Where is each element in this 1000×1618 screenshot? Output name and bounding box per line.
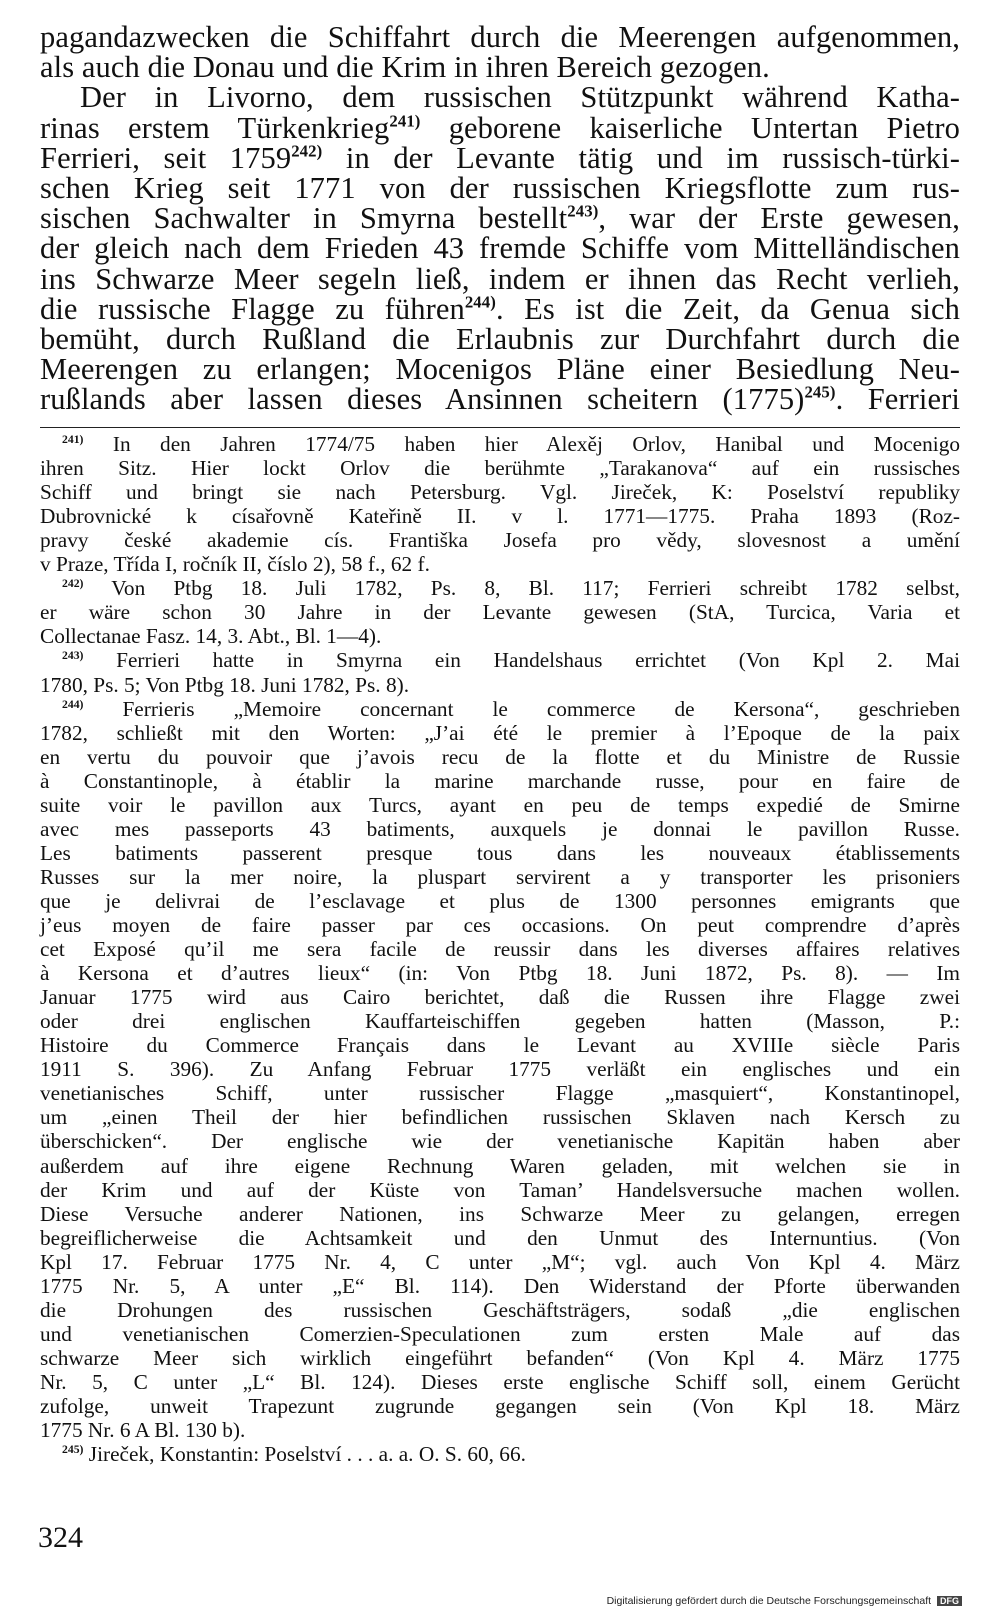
footnote-line <box>40 961 960 985</box>
footnote-line <box>40 745 960 769</box>
text-run: in der Levante tätig und im russisch-türki- <box>322 140 960 175</box>
body-text-line <box>40 382 960 417</box>
footnote-line <box>40 793 960 817</box>
footnote-marker: 241) <box>62 432 84 446</box>
text-run: 1911 S. 396). Zu Anfang Februar 1775 verläßt ein englisches und ein <box>40 1057 960 1082</box>
text-run: 1782, schließt mit den Worten: „J’ai été le premier à l’Epoque de la paix <box>40 720 960 745</box>
footnote-line <box>40 1033 960 1057</box>
text-run: j’eus moyen de faire passer par ces occasions. On peut comprendre d’après <box>40 913 960 937</box>
footnote-line <box>62 432 960 456</box>
footnote-line <box>40 1298 960 1322</box>
text-run: oder drei englischen Kauffarteischiffen gegeben hatten (Masson, P.: <box>40 1009 960 1034</box>
footnote-line <box>40 1129 960 1153</box>
digitization-credit <box>607 1595 962 1607</box>
text-run: schen Krieg seit 1771 von der russischen Kriegsflotte zum rus- <box>40 171 960 205</box>
footnote-line <box>40 1057 960 1081</box>
footnote-line <box>40 1370 960 1394</box>
text-run: Von Ptbg 18. Juli 1782, Ps. 8, Bl. 117; Ferrieri schreibt 1782 selbst, <box>83 576 960 601</box>
footnote-line <box>40 552 960 576</box>
body-text-line <box>40 352 960 387</box>
text-run: die russische Flagge zu führen <box>40 291 465 326</box>
footnote-line <box>40 1274 960 1298</box>
footnote-line <box>62 648 960 672</box>
text-run: en vertu du pouvoir que j’avois recu de la flotte et du Ministre de Russie <box>40 744 960 769</box>
footnote-line <box>40 480 960 504</box>
text-run: überschicken“. Der englische wie der venetianische Kapitän haben aber <box>40 1129 960 1154</box>
text-run: Schiff und bringt sie nach Petersburg. Vgl. Jireček, K: Poselství republiky <box>40 480 960 505</box>
body-text-line <box>40 324 960 354</box>
text-run: Nr. 5, C unter „L“ Bl. 124). Dieses erste englische Schiff soll, einem Gerücht <box>40 1369 960 1394</box>
text-run: Diese Versuche anderer Nationen, ins Schwarze Meer zu gelangen, erregen <box>40 1201 960 1226</box>
text-run: Kpl 17. Februar 1775 Nr. 4, C unter „M“; vgl. auch Von Kpl 4. März <box>40 1249 960 1274</box>
text-run: um „einen Theil der hier befindlichen russischen Sklaven nach Kersch zu <box>40 1105 960 1130</box>
footnote-line <box>40 1105 960 1129</box>
footnote-line <box>40 1226 960 1250</box>
text-run: ins Schwarze Meer segeln ließ, indem er ihnen das Recht verlieh, <box>40 261 960 296</box>
footnote-line <box>40 1322 960 1346</box>
text-run: Januar 1775 wird aus Cairo berichtet, daß die Russen ihre Flagge zwei <box>40 985 960 1010</box>
footnote-marker: 242) <box>62 577 84 591</box>
footnote-line <box>40 985 960 1009</box>
text-run: geborene kaiserliche Untertan Pietro <box>420 110 960 145</box>
text-run: , war der Erste gewesen, <box>598 201 960 236</box>
body-text-line <box>40 231 960 266</box>
text-run: cet Exposé qu’il me sera facile de reussir dans les diverses affaires relatives <box>40 937 960 962</box>
footnote-line <box>40 528 960 552</box>
text-run: In den Jahren 1774/75 haben hier Alexěj Orlov, Hanibal und Mocenigo <box>83 432 960 456</box>
text-run: Les batiments passerent presque tous dans les nouveaux établissements <box>40 840 960 865</box>
text-run: à Constantinople, à établir la marine marchande russe, pour en faire de <box>40 768 960 793</box>
text-run: die Drohungen des russischen Geschäftsträgers, sodaß „die englischen <box>40 1297 960 1322</box>
text-run: rußlands aber lassen dieses Ansinnen scheitern (1775) <box>40 382 805 417</box>
footnote-line <box>40 1081 960 1105</box>
text-run: Ferrieri, seit 1759 <box>40 140 292 175</box>
text-run: pravy české akademie cís. Františka Josefa pro vědy, slovesnost a umění <box>40 528 960 553</box>
text-run: 1780, Ps. 5; Von Ptbg 18. Juni 1782, Ps. 8). <box>40 672 410 697</box>
text-run: Meerengen zu erlangen; Mocenigos Pläne einer Besiedlung Neu- <box>40 352 960 387</box>
text-run: Histoire du Commerce Français dans le Levant au XVIIIe siècle Paris <box>40 1033 960 1058</box>
text-run: à Kersona et d’autres lieux“ (in: Von Ptbg 18. Juni 1872, Ps. 8). — Im <box>40 961 960 986</box>
footnote-line <box>40 913 960 937</box>
text-run: sischen Sachwalter in Smyrna bestellt <box>40 201 568 236</box>
footnote-line <box>40 456 960 480</box>
footnote-marker: 243) <box>62 649 84 663</box>
footnote-marker: 244) <box>62 697 84 711</box>
body-text-line <box>80 80 960 115</box>
footnote-line <box>40 721 960 745</box>
text-run: avec mes passeports 43 batiments, auxquels je donnai le pavillon Russe. <box>40 816 960 841</box>
text-run: . Es ist die Zeit, da Genua sich <box>495 291 960 326</box>
digitization-credit-text: Digitalisierung gefördert durch die Deutsche Forschungsgemeinschaft <box>606 1595 932 1607</box>
footnote-line <box>40 841 960 865</box>
body-text-line <box>40 173 960 203</box>
footnote-line <box>40 1394 960 1418</box>
text-run: Russes sur la mer noire, la pluspart servirent a y transporter les prisoniers <box>40 864 960 889</box>
footnote-line <box>62 697 960 721</box>
text-run: suite voir le pavillon aux Turcs, ayant en peu de temps expedié de Smirne <box>40 792 960 817</box>
footnote-marker: 241) <box>389 110 421 130</box>
footnote-line <box>40 937 960 961</box>
text-run: schwarze Meer sich wirklich eingeführt befanden“ (Von Kpl 4. März 1775 <box>40 1345 960 1370</box>
footnote-line <box>62 1442 960 1466</box>
text-run: 1775 Nr. 5, A unter „E“ Bl. 114). Den Widerstand der Pforte überwanden <box>40 1273 960 1298</box>
dfg-logo: DFG <box>937 1596 962 1606</box>
body-text-line <box>40 291 960 326</box>
text-run: zufolge, unweit Trapezunt zugrunde gegangen sein (Von Kpl 18. März <box>40 1394 960 1418</box>
footnote-separator-rule <box>40 427 960 428</box>
footnote-line <box>40 673 960 697</box>
footnote-line <box>40 504 960 528</box>
text-run: rinas erstem Türkenkrieg <box>40 110 390 145</box>
text-run: der gleich nach dem Frieden 43 fremde Schiffe vom Mittelländischen <box>40 231 960 266</box>
footnote-line <box>40 865 960 889</box>
footnote-line <box>40 1250 960 1274</box>
footnote-marker: 242) <box>291 141 323 161</box>
text-run: pagandazwecken die Schiffahrt durch die Meerengen aufgenommen, <box>40 20 960 54</box>
footnote-line <box>40 1009 960 1033</box>
text-run: er wäre schon 30 Jahre in der Levante gewesen (StA, Turcica, Varia et <box>40 600 960 625</box>
text-run: als auch die Donau und die Krim in ihren Bereich gezogen. <box>40 50 770 85</box>
footnote-line <box>40 889 960 913</box>
body-text-line <box>40 201 960 236</box>
text-run: außerdem auf ihre eigene Rechnung Waren geladen, mit welchen sie in <box>40 1153 960 1178</box>
text-run: begreiflicherweise die Achtsamkeit und den Unmut des Internuntius. (Von <box>40 1225 960 1250</box>
text-run: und venetianischen Comerzien-Speculationen zum ersten Male auf das <box>40 1321 960 1346</box>
footnote-line <box>40 600 960 624</box>
footnote-line <box>40 624 960 648</box>
text-run: que je delivrai de l’esclavage et plus de 1300 personnes emigrants que <box>40 888 960 913</box>
text-run: . Ferrieri <box>835 382 960 417</box>
text-run: ihren Sitz. Hier lockt Orlov die berühmte „Tarakanova“ auf ein russisches <box>40 456 960 481</box>
text-run: Collectanae Fasz. 14, 3. Abt., Bl. 1—4). <box>40 624 382 649</box>
text-run: Ferrieri hatte in Smyrna ein Handelshaus errichtet (Von Kpl 2. Mai <box>83 648 960 673</box>
footnote-line <box>40 1202 960 1226</box>
text-run: v Praze, Třída I, ročník II, číslo 2), 58 f., 62 f. <box>40 552 430 577</box>
text-run: Ferrieris „Memoire concernant le commerce de Kersona“, geschrieben <box>83 696 960 721</box>
body-text-line <box>40 50 960 85</box>
body-text-line <box>40 140 960 175</box>
footnote-line <box>40 1346 960 1370</box>
footnote-line <box>40 1178 960 1202</box>
footnote-line <box>40 1418 960 1442</box>
footnote-marker: 245) <box>62 1442 84 1456</box>
footnote-marker: 245) <box>804 382 836 402</box>
text-run: Jireček, Konstantin: Poselství . . . a. a. O. S. 60, 66. <box>83 1442 526 1467</box>
text-run: 1775 Nr. 6 A Bl. 130 b). <box>40 1418 246 1443</box>
footnote-marker: 244) <box>464 292 496 312</box>
text-run: Der in Livorno, dem russischen Stützpunkt während Katha- <box>80 80 960 115</box>
text-run: Dubrovnické k císařovně Kateřině II. v l. 1771—1775. Praha 1893 (Roz- <box>40 504 960 529</box>
text-run: venetianisches Schiff, unter russischer Flagge „masquiert“, Konstantinopel, <box>40 1081 960 1106</box>
footnote-marker: 243) <box>567 201 599 221</box>
footnote-line <box>40 1154 960 1178</box>
footnote-line <box>40 817 960 841</box>
text-run: der Krim und auf der Küste von Taman’ Handelsversuche machen wollen. <box>40 1177 960 1202</box>
footnote-line <box>40 769 960 793</box>
footnote-line <box>62 576 960 600</box>
body-text-line <box>40 261 960 296</box>
body-text-line <box>40 110 960 145</box>
body-text-line <box>40 22 960 52</box>
page-number: 324 <box>38 1521 83 1554</box>
text-run: bemüht, durch Rußland die Erlaubnis zur Durchfahrt durch die <box>40 322 960 356</box>
